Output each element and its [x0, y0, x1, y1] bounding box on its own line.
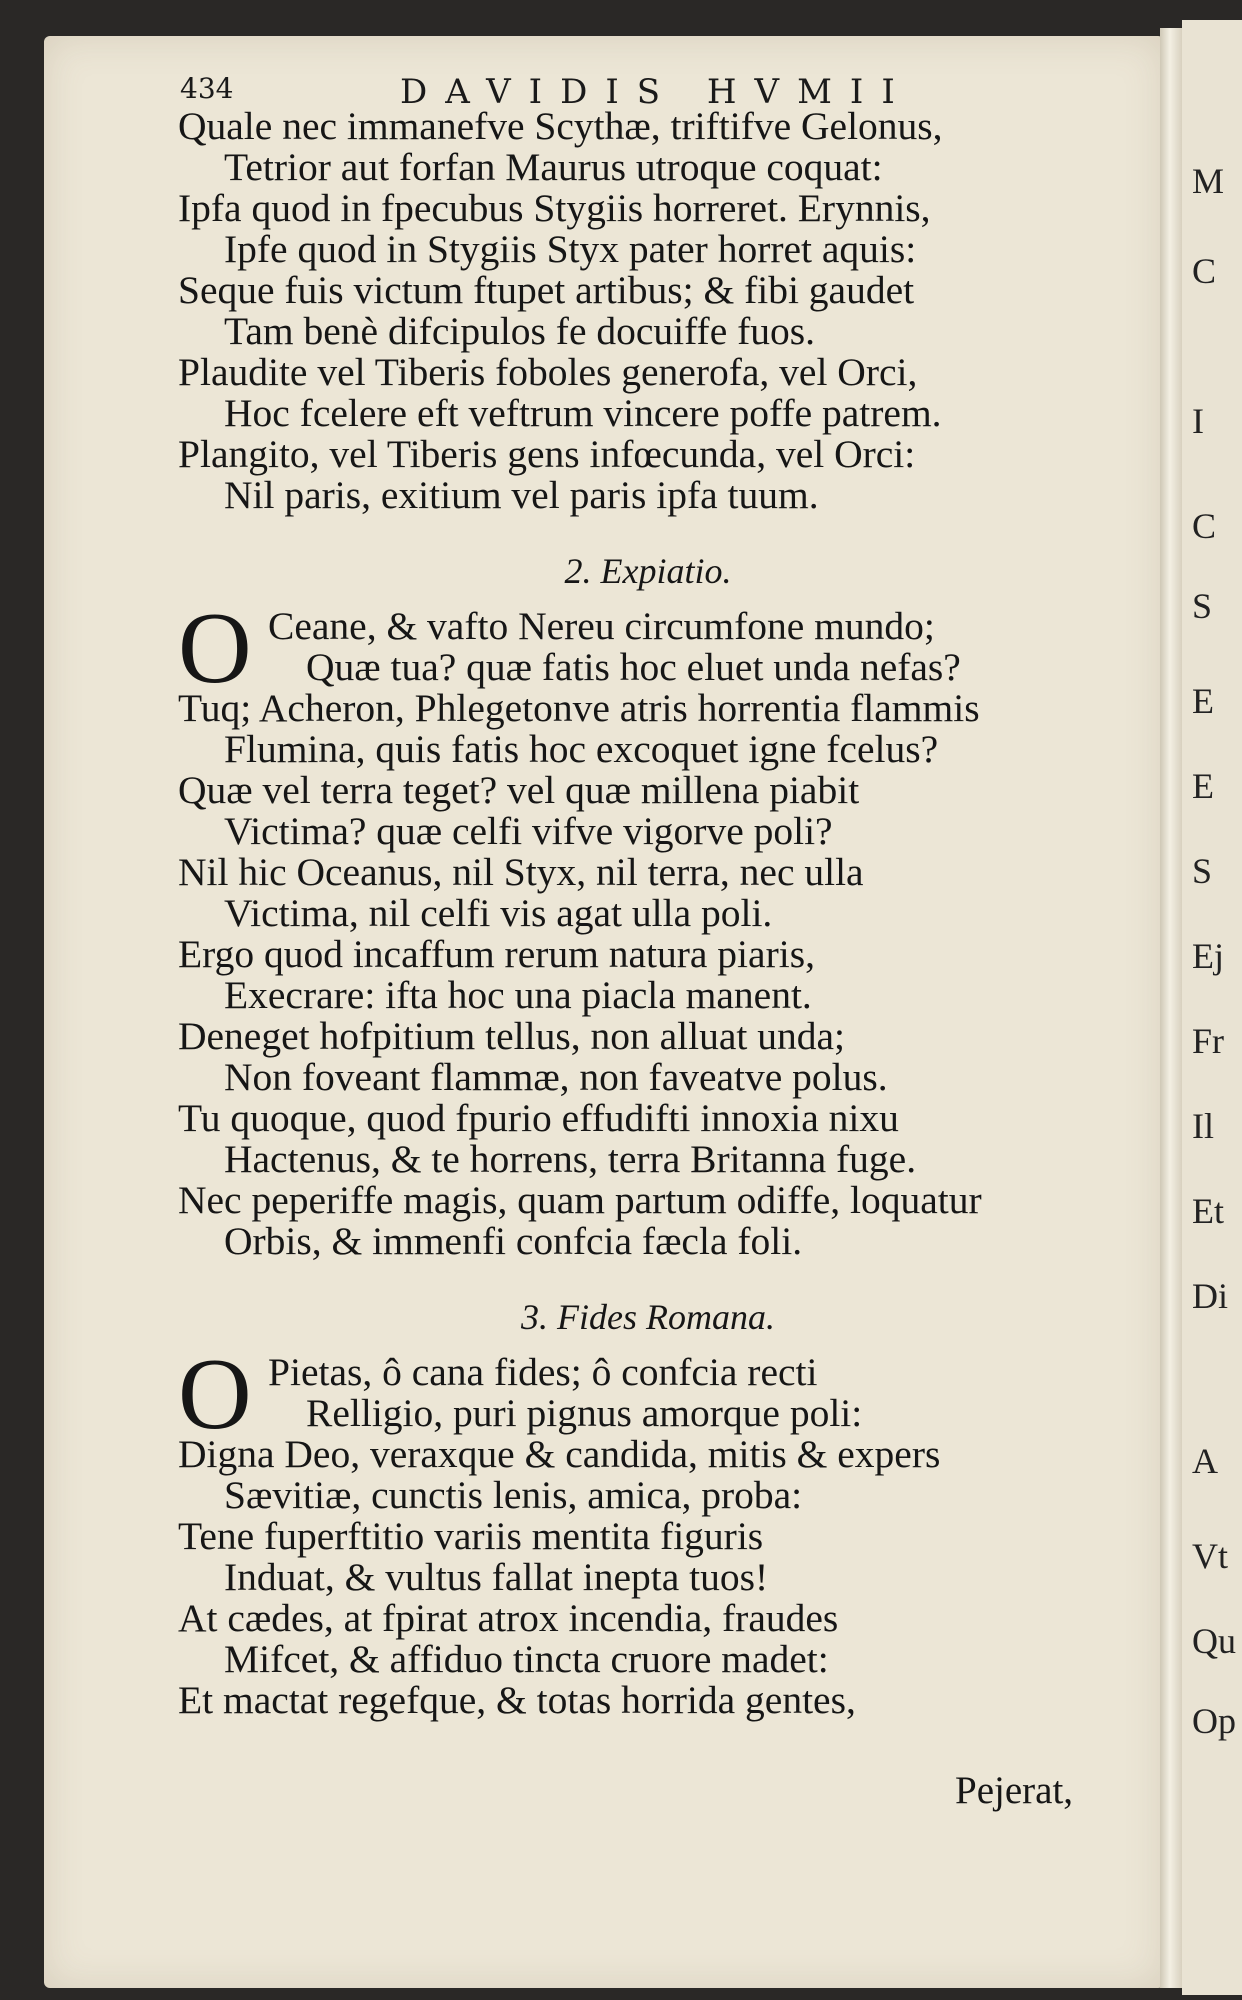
page-body — [178, 106, 1118, 1721]
facing-page-glyph: S — [1192, 851, 1213, 891]
verse-line: Hoc fcelere eft veftrum vincere poffe patrem. — [224, 391, 942, 435]
verse-line: Plangito, vel Tiberis gens infœcunda, vel Orci: — [178, 432, 916, 476]
poem-section-1 — [178, 106, 1118, 516]
section-3-opening — [178, 1338, 1118, 1451]
verse-line: Et mactat regefque, & totas horrida gentes, — [178, 1678, 856, 1722]
facing-page-edge — [1182, 20, 1242, 1995]
poem-section-2 — [178, 688, 1118, 1262]
verse-line: Ceane, & vafto Nereu circumfone mundo; — [268, 604, 935, 648]
verse-line: Induat, & vultus fallat inepta tuos! — [224, 1555, 769, 1599]
verse-line: Tetrior aut forfan Maurus utroque coquat: — [224, 145, 883, 189]
section-title-fides-romana: 3. Fides Romana. — [521, 1297, 775, 1337]
facing-page-glyph: Il — [1192, 1106, 1214, 1146]
verse-line: Nec peperiffe magis, quam partum odiffe, loquatur — [178, 1178, 982, 1222]
verse-line: Deneget hofpitium tellus, non alluat unda; — [178, 1014, 845, 1058]
running-title: DAVIDIS HVMII — [400, 72, 913, 112]
facing-page-glyph: C — [1192, 251, 1217, 291]
verse-line: Mifcet, & affiduo tincta cruore madet: — [224, 1637, 829, 1681]
verse-line: Plaudite vel Tiberis foboles generofa, vel Orci, — [178, 350, 918, 394]
page-number: 434 — [180, 72, 234, 105]
facing-page-glyph: Qu — [1192, 1621, 1236, 1661]
poem-section-3 — [178, 1434, 1118, 1721]
verse-line: Hactenus, & te horrens, terra Britanna fuge. — [224, 1137, 917, 1181]
verse-line: Ipfa quod in fpecubus Stygiis horreret. Erynnis, — [178, 186, 931, 230]
verse-line: Ergo quod incaffum rerum natura piaris, — [178, 932, 815, 976]
verse-line: Tu quoque, quod fpurio effudifti innoxia nixu — [178, 1096, 899, 1140]
facing-page-glyph: E — [1192, 766, 1214, 806]
facing-page-glyph: S — [1192, 586, 1213, 626]
facing-page-glyph: Op — [1192, 1701, 1236, 1741]
verse-line: Ipfe quod in Stygiis Styx pater horret aquis: — [224, 227, 917, 271]
verse-line: Victima? quæ celfi vifve vigorve poli? — [224, 809, 833, 853]
drop-cap: O — [178, 1338, 252, 1451]
facing-page-glyph: A — [1192, 1441, 1218, 1481]
verse-line: Quæ vel terra teget? vel quæ millena piabit — [178, 768, 860, 812]
verse-line: Tam benè difcipulos fe docuiffe fuos. — [224, 309, 816, 353]
facing-page-glyph: Fr — [1192, 1021, 1225, 1061]
verse-line: Digna Deo, veraxque & candida, mitis & expers — [178, 1432, 941, 1476]
verse-line: Execrare: ifta hoc una piacla manent. — [224, 973, 812, 1017]
verse-line: Nil hic Oceanus, nil Styx, nil terra, nec ulla — [178, 850, 864, 894]
facing-page-glyph: Vt — [1192, 1536, 1228, 1576]
facing-page-glyph: Ej — [1192, 936, 1224, 976]
verse-line: Tene fuperftitio variis mentita figuris — [178, 1514, 764, 1558]
facing-page-glyph: Et — [1192, 1191, 1224, 1231]
verse-line: Quæ tua? quæ fatis hoc eluet unda nefas? — [306, 645, 961, 689]
verse-line: At cædes, at fpirat atrox incendia, fraudes — [178, 1596, 839, 1640]
catchword: Pejerat, — [955, 1769, 1074, 1812]
facing-page-glyph: Di — [1192, 1276, 1228, 1316]
book-gutter — [1160, 28, 1182, 1988]
verse-line: Flumina, quis fatis hoc excoquet igne fcelus? — [224, 727, 939, 771]
verse-line: Nil paris, exitium vel paris ipfa tuum. — [224, 473, 819, 517]
verse-line: Orbis, & immenfi confcia fæcla foli. — [224, 1219, 803, 1263]
verse-line: Seque fuis victum ftupet artibus; & fibi gaudet — [178, 268, 915, 312]
verse-line: Relligio, puri pignus amorque poli: — [306, 1391, 863, 1435]
facing-page-glyph: C — [1192, 506, 1217, 546]
verse-line: Pietas, ô cana fides; ô confcia recti — [268, 1350, 818, 1394]
verse-line: Sævitiæ, cunctis lenis, amica, proba: — [224, 1473, 803, 1517]
drop-cap: O — [178, 592, 252, 705]
facing-page-glyph: M — [1192, 161, 1225, 201]
verse-line: Non foveant flammæ, non faveatve polus. — [224, 1055, 888, 1099]
section-title-expiatio: 2. Expiatio. — [564, 551, 732, 591]
verse-line: Victima, nil celfi vis agat ulla poli. — [224, 891, 773, 935]
facing-page-glyph: I — [1192, 401, 1204, 441]
facing-page-glyph: E — [1192, 681, 1214, 721]
verse-line: Tuq; Acheron, Phlegetonve atris horrentia flammis — [178, 686, 980, 730]
section-2-opening — [178, 592, 1118, 705]
verse-line: Quale nec immanefve Scythæ, triftifve Gelonus, — [178, 104, 943, 148]
